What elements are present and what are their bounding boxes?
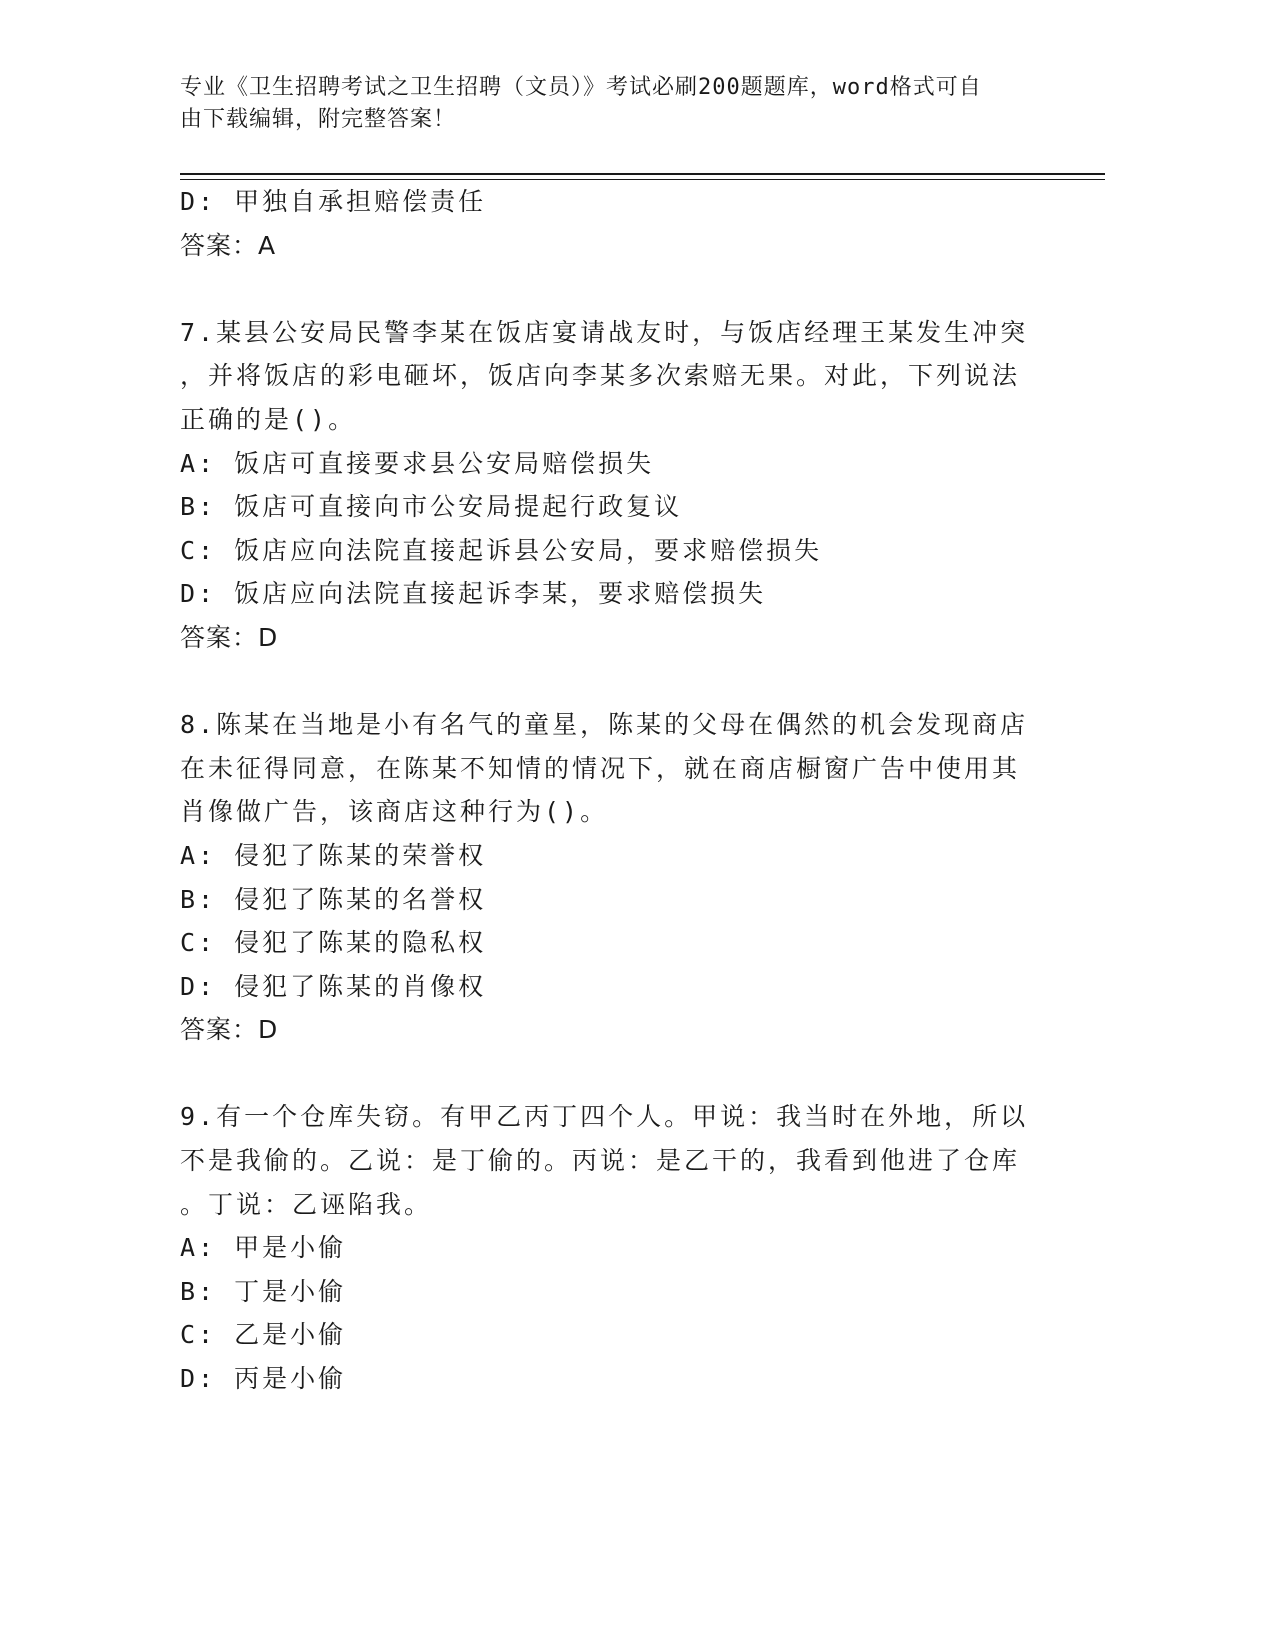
option-d: D: 丙是小偷 bbox=[180, 1364, 347, 1394]
option-d: D: 饭店应向法院直接起诉李某，要求赔偿损失 bbox=[180, 579, 767, 609]
question-text-line: 7.某县公安局民警李某在饭店宴请战友时，与饭店经理王某发生冲突 bbox=[180, 317, 1029, 347]
question-text-line: 。丁说：乙诬陷我。 bbox=[180, 1189, 433, 1219]
option-a: A: 甲是小偷 bbox=[180, 1233, 347, 1263]
spacer bbox=[180, 1052, 1020, 1096]
question-block-6 bbox=[180, 180, 1020, 267]
question-block-9 bbox=[180, 1095, 1029, 1400]
option-c: C: 侵犯了陈某的隐私权 bbox=[180, 928, 487, 958]
spacer bbox=[180, 660, 1020, 704]
header-line-2: 由下载编辑，附完整答案！ bbox=[180, 107, 457, 132]
answer-line: 答案：A bbox=[180, 230, 277, 260]
answer-line: 答案：D bbox=[180, 622, 279, 652]
question-text-line: 8.陈某在当地是小有名气的童星，陈某的父母在偶然的机会发现商店 bbox=[180, 710, 1029, 740]
question-block-7 bbox=[180, 311, 1029, 660]
spacer bbox=[180, 267, 1020, 311]
question-text-line: 正确的是()。 bbox=[180, 404, 357, 434]
option-c: C: 饭店应向法院直接起诉县公安局，要求赔偿损失 bbox=[180, 535, 823, 565]
question-text-line: ，并将饭店的彩电砸坏，饭店向李某多次索赔无果。对此，下列说法 bbox=[180, 361, 1021, 391]
question-text-line: 9.有一个仓库失窃。有甲乙丙丁四个人。甲说：我当时在外地，所以 bbox=[180, 1102, 1029, 1132]
question-text-line: 肖像做广告，该商店这种行为()。 bbox=[180, 797, 609, 827]
option-b: B: 丁是小偷 bbox=[180, 1276, 347, 1306]
question-text-line: 在未征得同意，在陈某不知情的情况下，就在商店橱窗广告中使用其 bbox=[180, 753, 1021, 783]
option-b: B: 饭店可直接向市公安局提起行政复议 bbox=[180, 492, 683, 522]
header-line-1: 专业《卫生招聘考试之卫生招聘（文员）》考试必刷200题题库，word格式可自 bbox=[180, 75, 982, 100]
question-content bbox=[180, 180, 1029, 1401]
option-a: A: 饭店可直接要求县公安局赔偿损失 bbox=[180, 448, 655, 478]
option-d: D: 甲独自承担赔偿责任 bbox=[180, 187, 487, 216]
question-block-8 bbox=[180, 703, 1029, 1052]
page-header bbox=[180, 72, 1030, 136]
answer-line: 答案：D bbox=[180, 1015, 279, 1045]
option-b: B: 侵犯了陈某的名誉权 bbox=[180, 884, 487, 914]
option-d: D: 侵犯了陈某的肖像权 bbox=[180, 971, 487, 1001]
header-divider-thick bbox=[180, 173, 1105, 175]
option-a: A: 侵犯了陈某的荣誉权 bbox=[180, 840, 487, 870]
option-c: C: 乙是小偷 bbox=[180, 1320, 347, 1350]
question-text-line: 不是我偷的。乙说：是丁偷的。丙说：是乙干的，我看到他进了仓库 bbox=[180, 1146, 1021, 1176]
